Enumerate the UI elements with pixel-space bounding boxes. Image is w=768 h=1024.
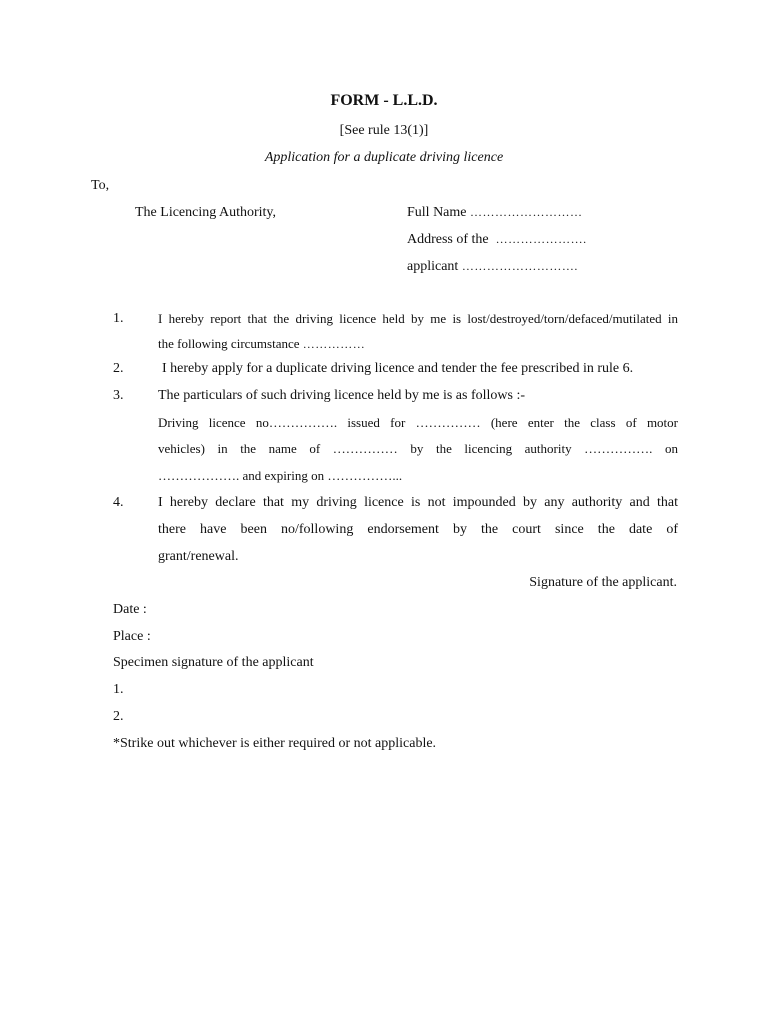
item-3-line-1: The particulars of such driving licence held by me is as follows :- xyxy=(158,388,526,403)
applicant-field xyxy=(407,259,578,275)
date-label: Date : xyxy=(113,602,147,617)
address-label: Address of the xyxy=(407,232,489,247)
strike-out-note: *Strike out whichever is either required or not applicable. xyxy=(113,736,437,751)
item-4-line-1: I hereby declare that my driving licence is not impounded by any authority and that xyxy=(158,495,678,510)
item-4-line-3: grant/renewal. xyxy=(158,549,239,564)
specimen-signature-label: Specimen signature of the applicant xyxy=(113,655,314,670)
address-blank: …………………. xyxy=(495,232,587,246)
item-3-line-2: Driving licence no……………. issued for …………… (here enter the class of motor xyxy=(158,415,678,430)
item-1-circumstance-label: the following circumstance xyxy=(158,336,300,351)
applicant-blank: ………………………. xyxy=(461,259,578,273)
item-1-line-1: I hereby report that the driving licence held by me is lost/destroyed/torn/defaced/mutilated in xyxy=(158,311,678,326)
item-4-line-2: there have been no/following endorsement by the court since the date of xyxy=(158,522,678,537)
item-3-number: 3. xyxy=(113,388,124,403)
item-1-circumstance-blank: …………… xyxy=(302,337,366,351)
address-field xyxy=(407,232,587,248)
item-3-line-3: vehicles) in the name of …………… by the licencing authority ……………. on xyxy=(158,441,678,456)
item-4-number: 4. xyxy=(113,495,124,510)
full-name-blank: ……………………… xyxy=(470,205,583,219)
item-1-line-2 xyxy=(158,336,365,352)
full-name-label: Full Name xyxy=(407,205,467,220)
addressee-to: To, xyxy=(91,178,110,193)
item-2-line-1: I hereby apply for a duplicate driving licence and tender the fee prescribed in rule 6. xyxy=(162,361,634,376)
item-3-line-4: ………………. and expiring on ……………... xyxy=(158,468,403,483)
item-1-number: 1. xyxy=(113,311,124,326)
place-label: Place : xyxy=(113,629,151,644)
licencing-authority: The Licencing Authority, xyxy=(135,205,276,220)
specimen-signature-1: 1. xyxy=(113,682,124,697)
form-subtitle: Application for a duplicate driving licence xyxy=(264,150,504,165)
specimen-signature-2: 2. xyxy=(113,709,124,724)
applicant-label: applicant xyxy=(407,259,459,274)
rule-reference: [See rule 13(1)] xyxy=(339,123,429,138)
full-name-field xyxy=(407,205,583,221)
applicant-signature-line: Signature of the applicant. xyxy=(529,575,677,590)
item-2-number: 2. xyxy=(113,361,124,376)
form-title: FORM - L.L.D. xyxy=(330,92,438,109)
